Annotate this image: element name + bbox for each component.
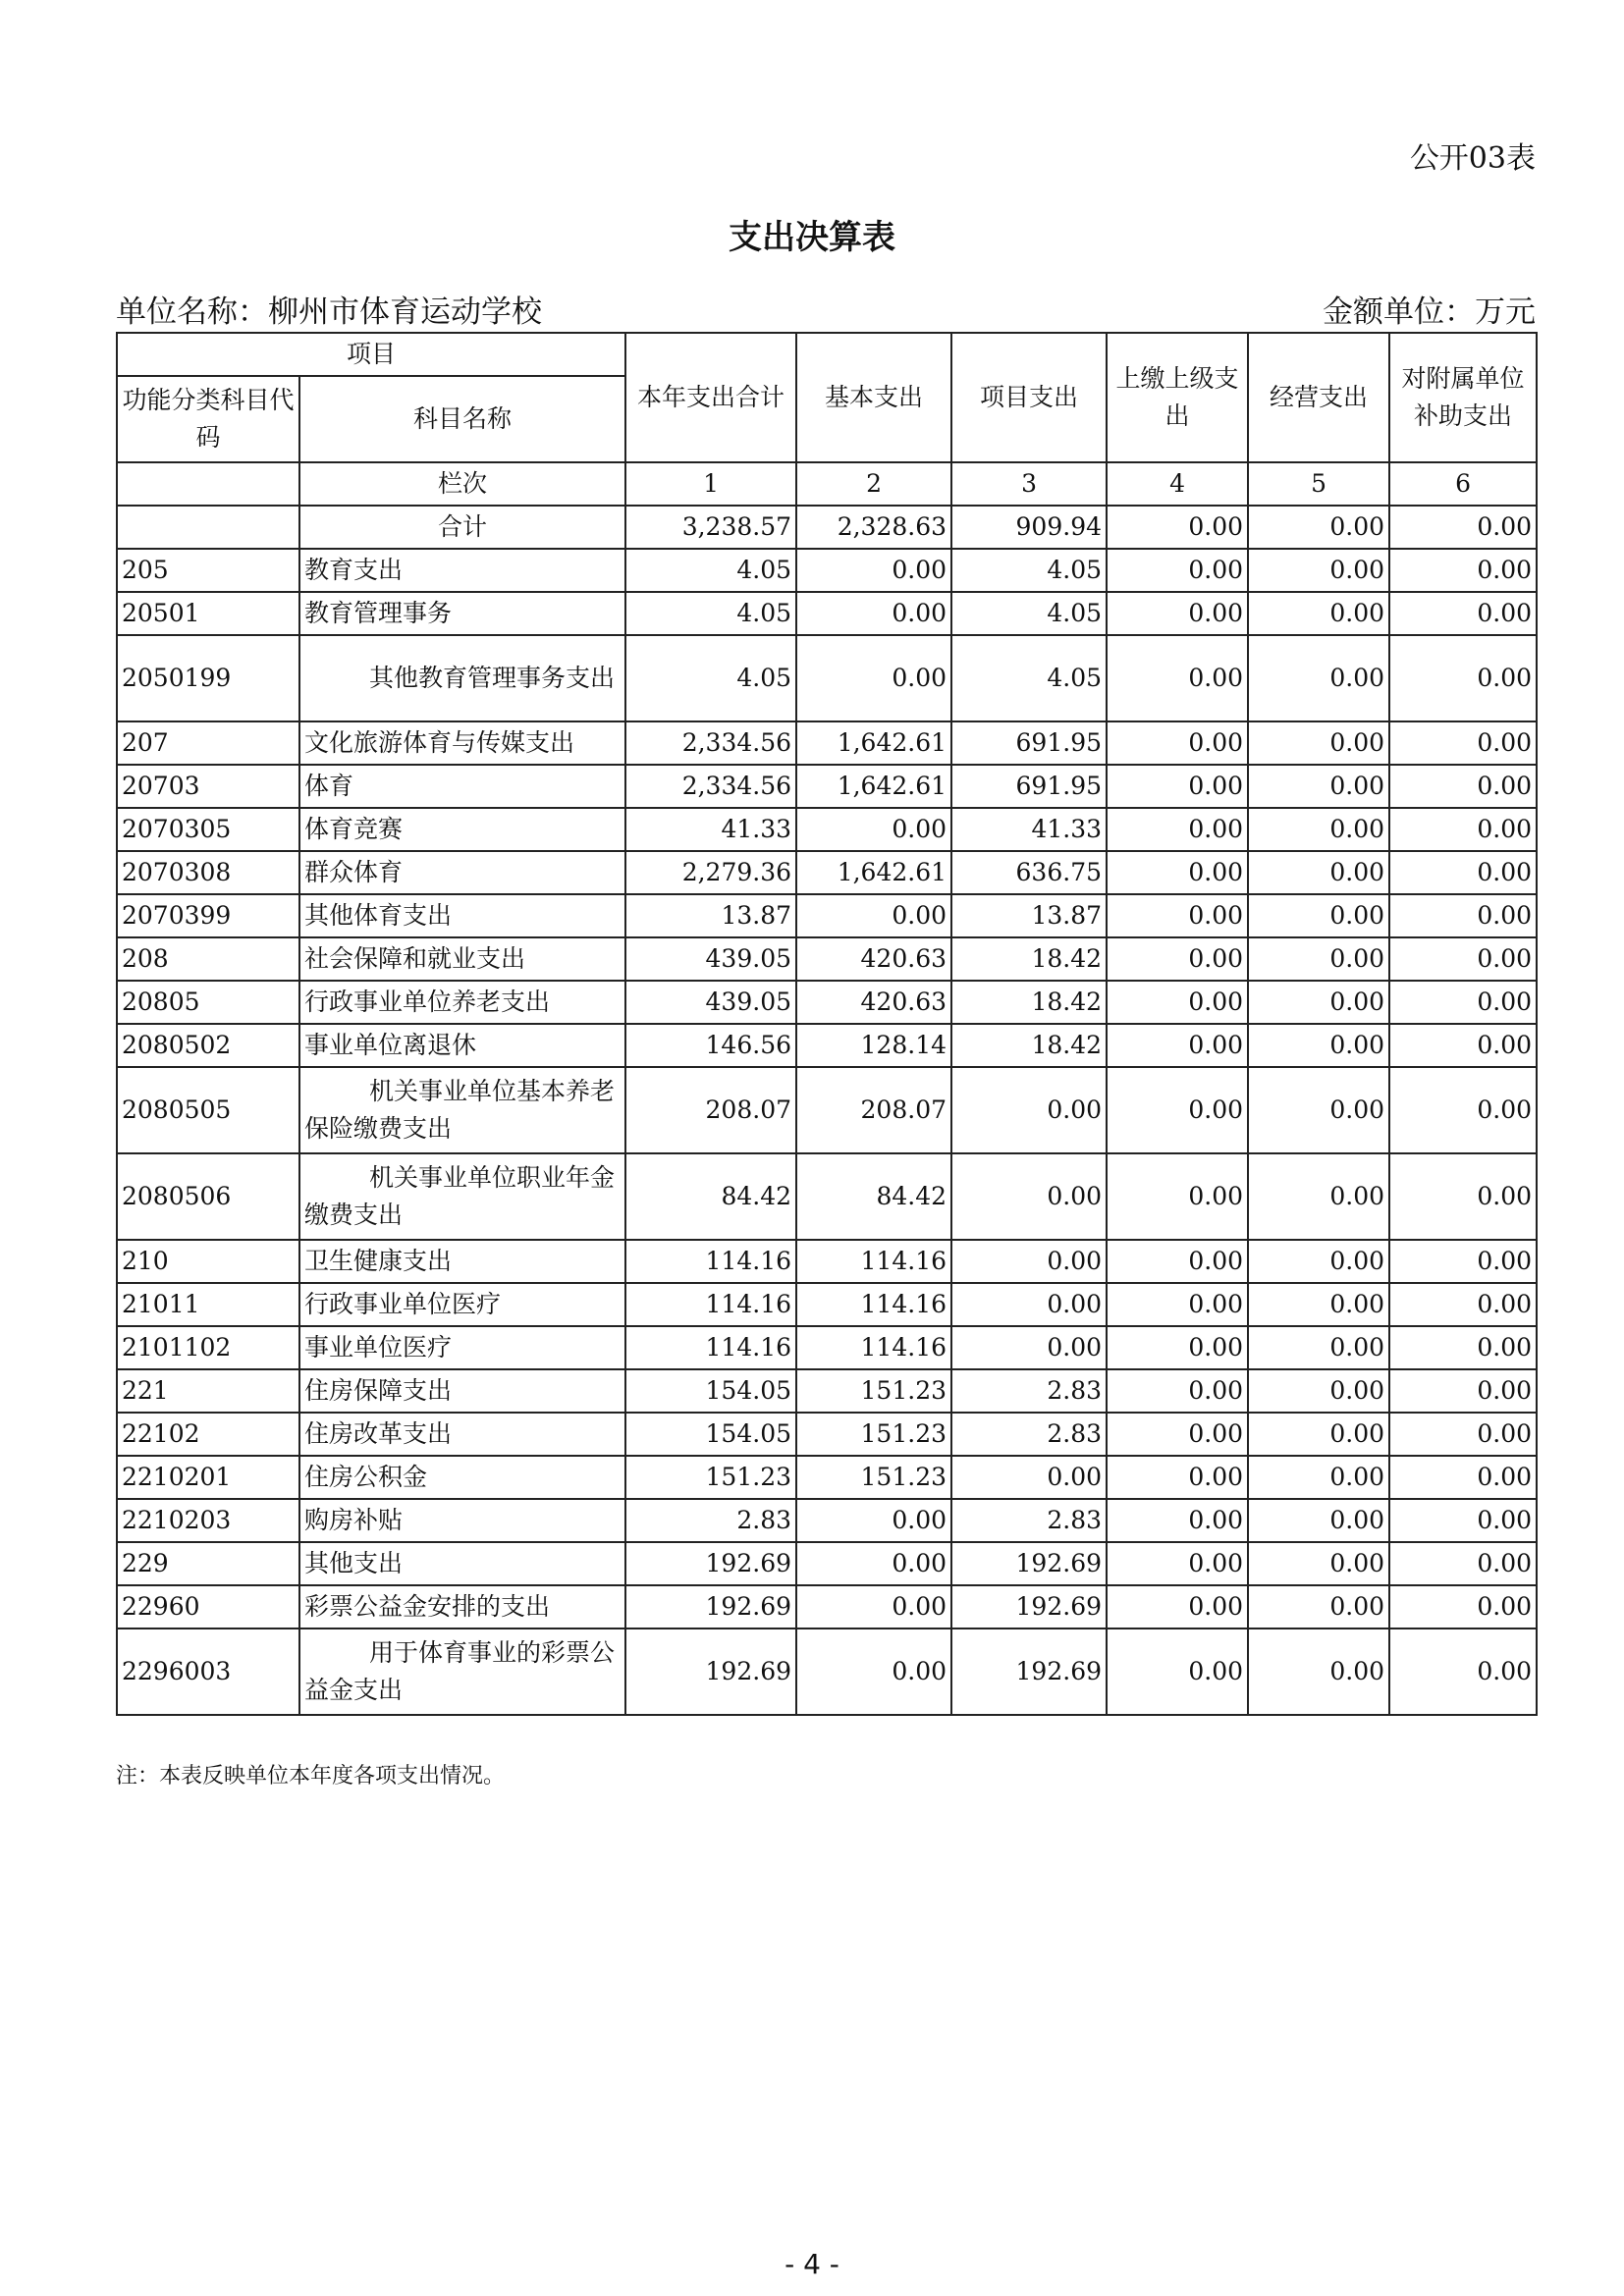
row-name: 其他体育支出 bbox=[299, 894, 625, 937]
row-code: 2050199 bbox=[117, 635, 299, 721]
form-number: 公开03表 bbox=[1409, 141, 1536, 176]
row-value: 0.00 bbox=[1389, 765, 1537, 808]
row-value: 0.00 bbox=[1107, 1024, 1248, 1067]
row-code: 205 bbox=[117, 549, 299, 592]
row-value: 0.00 bbox=[1107, 1240, 1248, 1283]
row-code: 2296003 bbox=[117, 1629, 299, 1715]
row-value: 0.00 bbox=[1248, 1629, 1389, 1715]
row-value: 0.00 bbox=[1107, 894, 1248, 937]
row-value: 0.00 bbox=[1107, 1585, 1248, 1629]
unit-name: 单位名称：柳州市体育运动学校 bbox=[116, 294, 542, 330]
total-value: 0.00 bbox=[1248, 506, 1389, 549]
row-value: 0.00 bbox=[1248, 1283, 1389, 1326]
row-code: 2210203 bbox=[117, 1499, 299, 1542]
table-row bbox=[117, 851, 1537, 894]
row-name: 购房补贴 bbox=[299, 1499, 625, 1542]
row-value: 114.16 bbox=[796, 1283, 951, 1326]
table-row bbox=[117, 894, 1537, 937]
row-value: 192.69 bbox=[951, 1629, 1107, 1715]
row-name: 文化旅游体育与传媒支出 bbox=[299, 721, 625, 765]
row-value: 4.05 bbox=[625, 592, 796, 635]
row-name: 机关事业单位职业年金缴费支出 bbox=[299, 1153, 625, 1240]
row-code: 20703 bbox=[117, 765, 299, 808]
row-value: 0.00 bbox=[1389, 1456, 1537, 1499]
row-value: 0.00 bbox=[1389, 1585, 1537, 1629]
total-label: 合计 bbox=[299, 506, 625, 549]
table-row bbox=[117, 1326, 1537, 1369]
row-code: 2101102 bbox=[117, 1326, 299, 1369]
header-business: 经营支出 bbox=[1248, 333, 1389, 462]
total-value: 3,238.57 bbox=[625, 506, 796, 549]
row-value: 0.00 bbox=[1389, 1499, 1537, 1542]
row-value: 0.00 bbox=[1248, 894, 1389, 937]
total-value: 909.94 bbox=[951, 506, 1107, 549]
row-value: 0.00 bbox=[1248, 635, 1389, 721]
row-value: 4.05 bbox=[625, 635, 796, 721]
row-value: 0.00 bbox=[1248, 808, 1389, 851]
row-value: 0.00 bbox=[796, 635, 951, 721]
row-value: 84.42 bbox=[625, 1153, 796, 1240]
row-value: 114.16 bbox=[796, 1240, 951, 1283]
table-row bbox=[117, 1067, 1537, 1153]
row-code: 207 bbox=[117, 721, 299, 765]
row-name: 卫生健康支出 bbox=[299, 1240, 625, 1283]
row-value: 0.00 bbox=[1248, 1456, 1389, 1499]
header-item: 项目支出 bbox=[951, 333, 1107, 462]
header-row-1 bbox=[117, 333, 1537, 376]
row-name: 行政事业单位养老支出 bbox=[299, 981, 625, 1024]
column-number: 2 bbox=[796, 462, 951, 506]
row-value: 1,642.61 bbox=[796, 765, 951, 808]
row-value: 0.00 bbox=[1248, 1326, 1389, 1369]
row-value: 0.00 bbox=[1248, 1153, 1389, 1240]
row-value: 0.00 bbox=[1107, 1629, 1248, 1715]
row-value: 0.00 bbox=[1107, 981, 1248, 1024]
header-upper: 上缴上级支出 bbox=[1107, 333, 1248, 462]
row-code: 2070399 bbox=[117, 894, 299, 937]
row-value: 151.23 bbox=[796, 1456, 951, 1499]
row-code: 20501 bbox=[117, 592, 299, 635]
row-value: 0.00 bbox=[1389, 937, 1537, 981]
table-row bbox=[117, 549, 1537, 592]
table-row bbox=[117, 1542, 1537, 1585]
column-number: 3 bbox=[951, 462, 1107, 506]
table-row bbox=[117, 808, 1537, 851]
row-value: 0.00 bbox=[1389, 1283, 1537, 1326]
row-value: 0.00 bbox=[1107, 1369, 1248, 1413]
row-code: 2080502 bbox=[117, 1024, 299, 1067]
row-value: 2.83 bbox=[951, 1369, 1107, 1413]
row-value: 0.00 bbox=[951, 1283, 1107, 1326]
row-value: 0.00 bbox=[1107, 1153, 1248, 1240]
row-value: 439.05 bbox=[625, 981, 796, 1024]
row-code: 208 bbox=[117, 937, 299, 981]
column-number-row bbox=[117, 462, 1537, 506]
row-value: 0.00 bbox=[1107, 1283, 1248, 1326]
row-value: 0.00 bbox=[1389, 1542, 1537, 1585]
row-name: 用于体育事业的彩票公益金支出 bbox=[299, 1629, 625, 1715]
row-value: 0.00 bbox=[951, 1067, 1107, 1153]
row-value: 0.00 bbox=[1248, 765, 1389, 808]
row-value: 18.42 bbox=[951, 981, 1107, 1024]
table-row bbox=[117, 981, 1537, 1024]
row-value: 0.00 bbox=[1248, 549, 1389, 592]
row-name: 体育竞赛 bbox=[299, 808, 625, 851]
row-value: 0.00 bbox=[1389, 592, 1537, 635]
row-value: 0.00 bbox=[1389, 1240, 1537, 1283]
row-value: 420.63 bbox=[796, 937, 951, 981]
column-number: 4 bbox=[1107, 462, 1248, 506]
row-value: 192.69 bbox=[951, 1585, 1107, 1629]
total-value: 0.00 bbox=[1107, 506, 1248, 549]
row-value: 0.00 bbox=[1389, 1153, 1537, 1240]
row-value: 0.00 bbox=[1248, 937, 1389, 981]
row-code: 22960 bbox=[117, 1585, 299, 1629]
column-number: 6 bbox=[1389, 462, 1537, 506]
row-code: 20805 bbox=[117, 981, 299, 1024]
header-code: 功能分类科目代码 bbox=[117, 376, 299, 462]
row-value: 192.69 bbox=[625, 1629, 796, 1715]
table-row bbox=[117, 1283, 1537, 1326]
row-code: 210 bbox=[117, 1240, 299, 1283]
row-code: 2070305 bbox=[117, 808, 299, 851]
row-value: 13.87 bbox=[951, 894, 1107, 937]
row-value: 192.69 bbox=[951, 1542, 1107, 1585]
row-value: 0.00 bbox=[1248, 1240, 1389, 1283]
row-name: 群众体育 bbox=[299, 851, 625, 894]
row-value: 0.00 bbox=[1248, 851, 1389, 894]
row-value: 0.00 bbox=[1389, 721, 1537, 765]
row-value: 192.69 bbox=[625, 1585, 796, 1629]
table-row bbox=[117, 765, 1537, 808]
expense-table bbox=[116, 332, 1538, 1716]
row-code: 2080506 bbox=[117, 1153, 299, 1240]
row-value: 2.83 bbox=[951, 1413, 1107, 1456]
row-value: 114.16 bbox=[796, 1326, 951, 1369]
row-value: 154.05 bbox=[625, 1413, 796, 1456]
table-row bbox=[117, 1024, 1537, 1067]
page-title: 支出决算表 bbox=[729, 218, 895, 257]
row-code: 2070308 bbox=[117, 851, 299, 894]
total-value: 0.00 bbox=[1389, 506, 1537, 549]
row-value: 0.00 bbox=[1248, 1585, 1389, 1629]
row-value: 0.00 bbox=[1248, 981, 1389, 1024]
table-row bbox=[117, 1240, 1537, 1283]
row-value: 0.00 bbox=[1107, 721, 1248, 765]
table-row bbox=[117, 1456, 1537, 1499]
row-value: 0.00 bbox=[796, 1499, 951, 1542]
row-value: 2,334.56 bbox=[625, 721, 796, 765]
row-value: 636.75 bbox=[951, 851, 1107, 894]
row-value: 208.07 bbox=[796, 1067, 951, 1153]
row-value: 0.00 bbox=[1389, 635, 1537, 721]
row-value: 439.05 bbox=[625, 937, 796, 981]
row-value: 0.00 bbox=[1248, 1499, 1389, 1542]
row-value: 0.00 bbox=[1107, 1542, 1248, 1585]
table-row bbox=[117, 1585, 1537, 1629]
row-code: 229 bbox=[117, 1542, 299, 1585]
row-value: 0.00 bbox=[796, 894, 951, 937]
row-value: 2.83 bbox=[951, 1499, 1107, 1542]
row-value: 4.05 bbox=[951, 635, 1107, 721]
row-value: 0.00 bbox=[1389, 1369, 1537, 1413]
row-value: 114.16 bbox=[625, 1283, 796, 1326]
table-row bbox=[117, 592, 1537, 635]
row-value: 1,642.61 bbox=[796, 721, 951, 765]
header-total: 本年支出合计 bbox=[625, 333, 796, 462]
header-project: 项目 bbox=[117, 333, 625, 376]
row-name: 事业单位离退休 bbox=[299, 1024, 625, 1067]
row-name: 事业单位医疗 bbox=[299, 1326, 625, 1369]
table-row bbox=[117, 937, 1537, 981]
table-row bbox=[117, 1153, 1537, 1240]
row-value: 420.63 bbox=[796, 981, 951, 1024]
row-value: 128.14 bbox=[796, 1024, 951, 1067]
row-value: 0.00 bbox=[1248, 1369, 1389, 1413]
table-row bbox=[117, 721, 1537, 765]
row-value: 0.00 bbox=[951, 1153, 1107, 1240]
row-value: 41.33 bbox=[625, 808, 796, 851]
row-value: 0.00 bbox=[1248, 721, 1389, 765]
row-value: 151.23 bbox=[796, 1413, 951, 1456]
row-value: 0.00 bbox=[1389, 1024, 1537, 1067]
row-value: 18.42 bbox=[951, 1024, 1107, 1067]
row-value: 0.00 bbox=[1107, 851, 1248, 894]
row-value: 0.00 bbox=[1107, 1067, 1248, 1153]
row-value: 2,279.36 bbox=[625, 851, 796, 894]
row-value: 0.00 bbox=[1107, 549, 1248, 592]
page-number: - 4 - bbox=[785, 2248, 839, 2280]
row-value: 0.00 bbox=[1248, 1024, 1389, 1067]
row-value: 0.00 bbox=[1107, 808, 1248, 851]
total-value: 2,328.63 bbox=[796, 506, 951, 549]
column-label: 栏次 bbox=[299, 462, 625, 506]
row-name: 教育管理事务 bbox=[299, 592, 625, 635]
row-value: 0.00 bbox=[1107, 635, 1248, 721]
row-code: 2080505 bbox=[117, 1067, 299, 1153]
row-value: 0.00 bbox=[951, 1240, 1107, 1283]
row-value: 0.00 bbox=[1107, 765, 1248, 808]
row-value: 0.00 bbox=[796, 549, 951, 592]
row-value: 0.00 bbox=[1389, 851, 1537, 894]
row-value: 0.00 bbox=[796, 1585, 951, 1629]
row-value: 0.00 bbox=[1389, 894, 1537, 937]
row-name: 其他支出 bbox=[299, 1542, 625, 1585]
row-value: 0.00 bbox=[1248, 592, 1389, 635]
row-value: 4.05 bbox=[951, 549, 1107, 592]
header-name: 科目名称 bbox=[299, 376, 625, 462]
row-value: 114.16 bbox=[625, 1240, 796, 1283]
table-row bbox=[117, 635, 1537, 721]
row-value: 4.05 bbox=[951, 592, 1107, 635]
header-basic: 基本支出 bbox=[796, 333, 951, 462]
table-row bbox=[117, 1413, 1537, 1456]
total-row bbox=[117, 506, 1537, 549]
row-name: 住房改革支出 bbox=[299, 1413, 625, 1456]
row-name: 机关事业单位基本养老保险缴费支出 bbox=[299, 1067, 625, 1153]
row-value: 0.00 bbox=[1389, 549, 1537, 592]
row-name: 住房公积金 bbox=[299, 1456, 625, 1499]
row-value: 0.00 bbox=[951, 1326, 1107, 1369]
row-value: 0.00 bbox=[1389, 1067, 1537, 1153]
table-row bbox=[117, 1499, 1537, 1542]
row-value: 0.00 bbox=[1107, 1413, 1248, 1456]
row-name: 行政事业单位医疗 bbox=[299, 1283, 625, 1326]
row-value: 41.33 bbox=[951, 808, 1107, 851]
row-value: 0.00 bbox=[1107, 592, 1248, 635]
row-value: 192.69 bbox=[625, 1542, 796, 1585]
row-value: 154.05 bbox=[625, 1369, 796, 1413]
row-value: 146.56 bbox=[625, 1024, 796, 1067]
row-value: 4.05 bbox=[625, 549, 796, 592]
header-subsidy: 对附属单位补助支出 bbox=[1389, 333, 1537, 462]
row-value: 151.23 bbox=[625, 1456, 796, 1499]
table-note: 注：本表反映单位本年度各项支出情况。 bbox=[116, 1764, 506, 1789]
row-value: 0.00 bbox=[1107, 1456, 1248, 1499]
row-value: 0.00 bbox=[1389, 1326, 1537, 1369]
row-code: 2210201 bbox=[117, 1456, 299, 1499]
row-name: 教育支出 bbox=[299, 549, 625, 592]
row-value: 0.00 bbox=[796, 808, 951, 851]
row-value: 0.00 bbox=[951, 1456, 1107, 1499]
row-value: 18.42 bbox=[951, 937, 1107, 981]
table-row bbox=[117, 1369, 1537, 1413]
row-value: 13.87 bbox=[625, 894, 796, 937]
row-value: 208.07 bbox=[625, 1067, 796, 1153]
row-value: 0.00 bbox=[1389, 981, 1537, 1024]
row-name: 社会保障和就业支出 bbox=[299, 937, 625, 981]
row-name: 其他教育管理事务支出 bbox=[299, 635, 625, 721]
column-number: 1 bbox=[625, 462, 796, 506]
row-code: 221 bbox=[117, 1369, 299, 1413]
row-value: 151.23 bbox=[796, 1369, 951, 1413]
row-value: 0.00 bbox=[796, 1629, 951, 1715]
row-value: 0.00 bbox=[1248, 1413, 1389, 1456]
row-code: 21011 bbox=[117, 1283, 299, 1326]
row-name: 体育 bbox=[299, 765, 625, 808]
row-value: 0.00 bbox=[1248, 1067, 1389, 1153]
row-value: 84.42 bbox=[796, 1153, 951, 1240]
row-value: 691.95 bbox=[951, 765, 1107, 808]
row-value: 0.00 bbox=[796, 592, 951, 635]
table-row bbox=[117, 1629, 1537, 1715]
row-code: 22102 bbox=[117, 1413, 299, 1456]
total-code-blank bbox=[117, 506, 299, 549]
row-value: 0.00 bbox=[1107, 937, 1248, 981]
row-value: 0.00 bbox=[1248, 1542, 1389, 1585]
row-value: 2,334.56 bbox=[625, 765, 796, 808]
row-value: 2.83 bbox=[625, 1499, 796, 1542]
row-value: 0.00 bbox=[1389, 1413, 1537, 1456]
row-name: 彩票公益金安排的支出 bbox=[299, 1585, 625, 1629]
row-value: 0.00 bbox=[1107, 1326, 1248, 1369]
row-value: 691.95 bbox=[951, 721, 1107, 765]
column-number-blank bbox=[117, 462, 299, 506]
row-value: 1,642.61 bbox=[796, 851, 951, 894]
row-name: 住房保障支出 bbox=[299, 1369, 625, 1413]
row-value: 0.00 bbox=[1107, 1499, 1248, 1542]
row-value: 0.00 bbox=[1389, 808, 1537, 851]
row-value: 114.16 bbox=[625, 1326, 796, 1369]
row-value: 0.00 bbox=[1389, 1629, 1537, 1715]
currency-unit: 金额单位：万元 bbox=[1323, 294, 1536, 330]
row-value: 0.00 bbox=[796, 1542, 951, 1585]
column-number: 5 bbox=[1248, 462, 1389, 506]
